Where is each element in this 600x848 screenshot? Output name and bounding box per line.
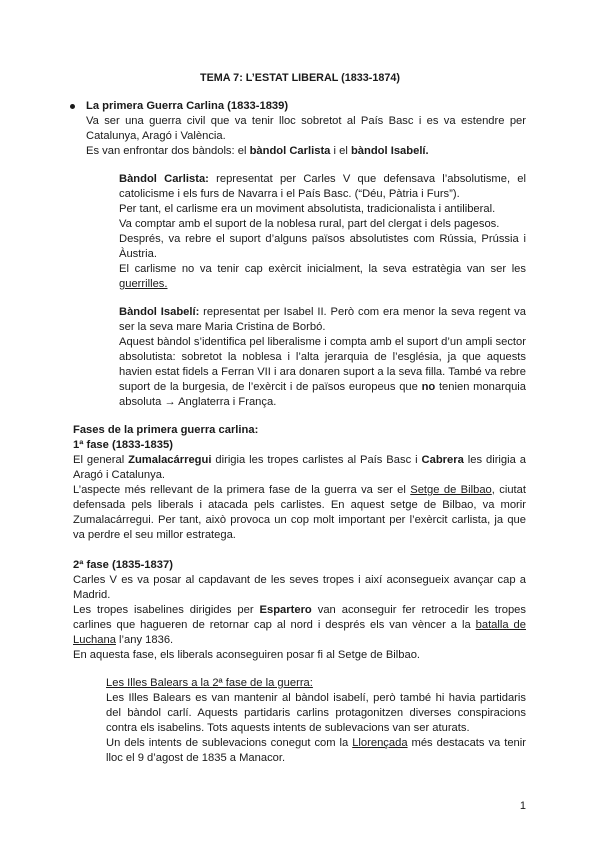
guerrilles-link: guerrilles. xyxy=(119,278,168,290)
text-run: Les tropes isabelines dirigides per xyxy=(73,604,260,616)
isabeli-line xyxy=(119,335,526,410)
text-run: , ciutat defensada pels liberals i atacada pels carlistes. En aquest setge de Bilbao, va morir Zumalacárregui. Per tant, això provoca un cop molt important per l’exèrcit carlista, ja que va perdre el seu millor estratega. xyxy=(73,484,526,541)
term-no: no xyxy=(421,381,436,393)
term-cabrera: Cabrera xyxy=(421,454,464,466)
carlista-line: Després, va rebre el suport d’alguns països absolutistes com Rússia, Prússia i Àustria. xyxy=(119,233,526,260)
intro-sides xyxy=(86,144,526,159)
term-zumalacarregui: Zumalacárregui xyxy=(128,454,212,466)
isabeli-paragraph xyxy=(119,305,526,335)
balears-block xyxy=(106,676,526,766)
text-run: L’aspecte més rellevant de la primera fase de la guerra va ser el xyxy=(73,484,411,496)
page-number: 1 xyxy=(519,800,526,812)
text-run: dirigia les tropes carlistes al País Basc i xyxy=(211,454,422,466)
fase2-paragraph xyxy=(73,603,526,648)
carlista-line: Va comptar amb el suport de la noblesa rural, part del clergat i dels pagesos. xyxy=(119,218,500,230)
section-intro xyxy=(86,99,526,159)
carlista-line: Per tant, el carlisme era un moviment absolutista, tradicionalista i antiliberal. xyxy=(119,203,496,215)
balears-paragraph: Les Illes Balears es van mantenir al bàndol isabelí, però també hi havia partidaris del bàndol carlí. Aquests partidaris carlins protagonitzen diverses conspiracions contra els isabelins. Tots aquests intents de sublevacions van ser aturats. xyxy=(106,692,526,734)
term-espartero: Espartero xyxy=(259,604,312,616)
fase1-heading: 1ª fase (1833-1835) xyxy=(73,439,173,451)
text-run: van aconseguir fer retrocedir les tropes carlines que hagueren de retornar cap al nord i després els van vèncer a la xyxy=(73,604,526,631)
fase2-paragraph: Carles V es va posar al capdavant de les seves tropes i així aconsegueix avançar cap a Madrid. xyxy=(73,574,526,601)
fases-heading: Fases de la primera guerra carlina: xyxy=(73,424,259,436)
text-run: Aquest bàndol s’identifica pel liberalisme i compta amb el suport d’un ampli sector absolutista: sobretot la noblesa i l’alta jerarquia de l’església, ja que aquests havien estat fidels a Ferran VII i ara donaren suport a la seva filla. També va rebre suport de la burgesia, de l’exèrcit i de països europeus que xyxy=(119,336,526,393)
page-title: TEMA 7: L’ESTAT LIBERAL (1833-1874) xyxy=(200,72,400,84)
isabeli-block xyxy=(119,305,526,410)
text-run: El general xyxy=(73,454,129,466)
fase1-paragraph xyxy=(73,483,526,543)
text-run: representat per Carles V que defensava l’absolutisme, el catolicisme i els furs de Navarra i el País Basc. (“Déu, Pàtria i Furs”). xyxy=(119,173,526,200)
carlista-line xyxy=(119,262,526,292)
balears-paragraph xyxy=(106,736,526,766)
carlista-paragraph xyxy=(119,172,526,202)
batalla-luchana-link: batalla de Luchana xyxy=(73,619,526,646)
balears-heading: Les Illes Balears a la 2ª fase de la guerra: xyxy=(106,677,313,689)
fase2-paragraph: En aquesta fase, els liberals aconseguiren posar fi al Setge de Bilbao. xyxy=(73,649,421,661)
text-run: més destacats va tenir lloc el 9 d’agost de 1835 a Manacor. xyxy=(106,737,526,764)
text-run: Un dels intents de sublevacions conegut com la xyxy=(106,737,353,749)
setge-bilbao-link: Setge de Bilbao xyxy=(410,484,492,496)
term-carlista: bàndol Carlista xyxy=(249,145,331,157)
fase2-heading: 2ª fase (1835-1837) xyxy=(73,559,173,571)
bullet-dot-icon xyxy=(70,104,75,109)
fases-section xyxy=(73,423,526,663)
text-run: Es van enfrontar dos bàndols: el xyxy=(86,145,250,157)
section-heading: La primera Guerra Carlina (1833-1839) xyxy=(86,100,289,112)
carlista-label: Bàndol Carlista: xyxy=(119,173,209,185)
text-run: les dirigia a Aragó i Catalunya. xyxy=(73,454,526,481)
llorencada-link: Llorençada xyxy=(352,737,408,749)
carlista-block xyxy=(119,172,526,292)
text-run: tenien monarquia absoluta → Anglaterra i França. xyxy=(119,381,526,408)
text-run: l’any 1836. xyxy=(115,634,174,646)
intro-paragraph: Va ser una guerra civil que va tenir lloc sobretot al País Basc i es va estendre per Catalunya, Aragó i València. xyxy=(86,115,526,142)
term-isabeli: bàndol Isabelí. xyxy=(350,145,429,157)
text-run: representat per Isabel II. Però com era menor la seva regent va ser la seva mare Maria Cristina de Borbó. xyxy=(119,306,526,333)
isabeli-label: Bàndol Isabelí: xyxy=(119,306,200,318)
text-run: i el xyxy=(330,145,351,157)
text-run: El carlisme no va tenir cap exèrcit inicialment, la seva estratègia van ser les xyxy=(119,263,526,275)
fase1-paragraph xyxy=(73,453,526,483)
